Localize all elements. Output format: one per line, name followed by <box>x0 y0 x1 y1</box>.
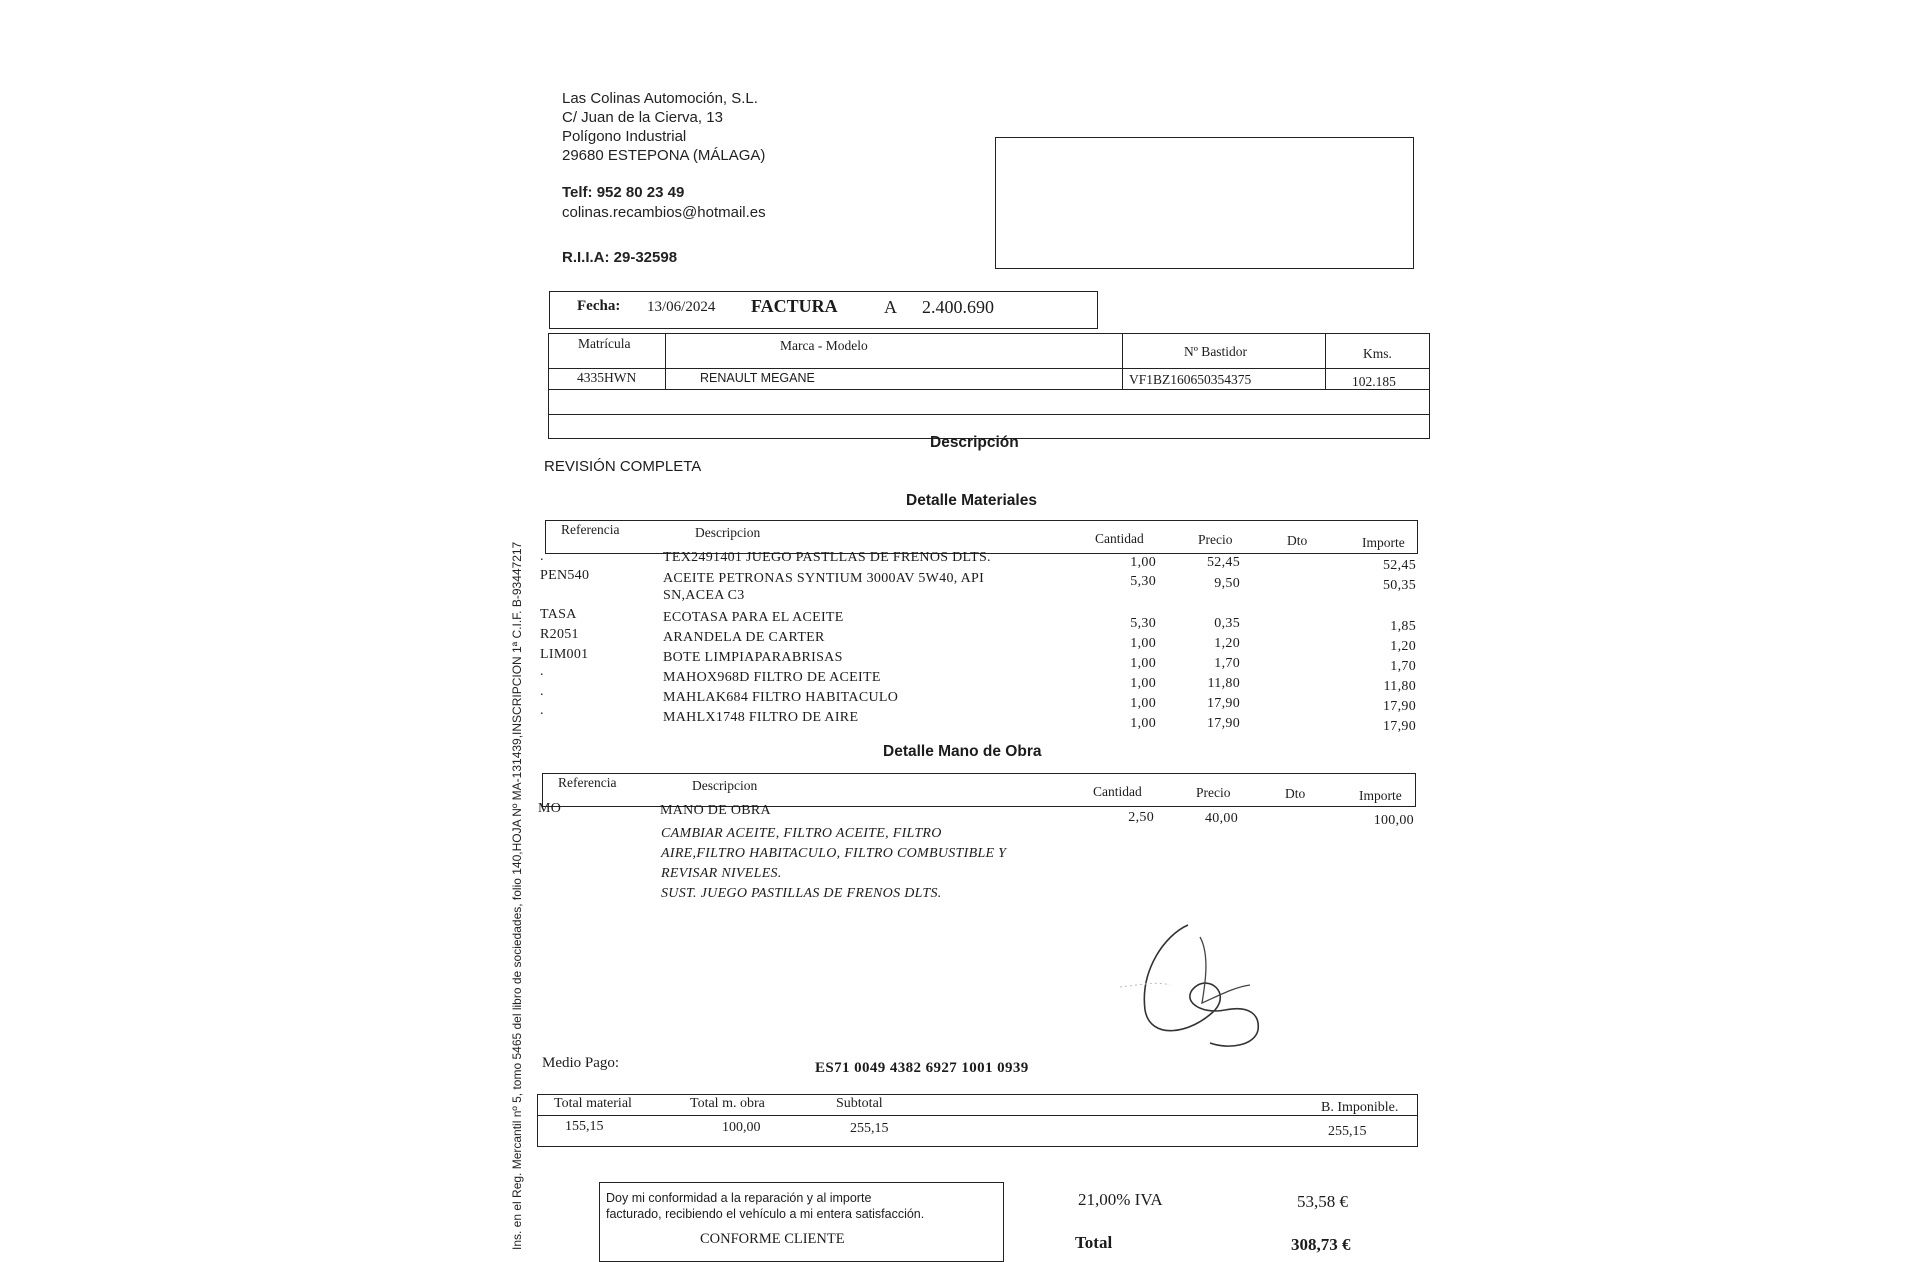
material-desc: MAHOX968D FILTRO DE ACEITE <box>663 670 881 685</box>
conformity-box <box>599 1182 1004 1262</box>
header-model: Marca - Modelo <box>780 338 868 353</box>
company-area: Polígono Industrial <box>562 128 687 145</box>
conformity-text: facturado, recibiendo el vehículo a mi entera satisfacción. <box>606 1207 925 1221</box>
totals-table <box>537 1094 1418 1147</box>
material-amount: 1,20 <box>1390 639 1416 654</box>
registry-text: Ins. en el Reg. Mercantil nº 5, tomo 5465 del libro de sociedades, folio 140,HOJA Nº MA-131439,INSCRIPCION 1ª C.I.F. B-93447217 <box>510 541 524 1250</box>
vehicle-table <box>548 333 1430 439</box>
totals-header-subtotal: Subtotal <box>836 1096 883 1111</box>
labor-header-price: Precio <box>1196 785 1231 800</box>
material-qty: 1,00 <box>1130 656 1156 671</box>
company-name: Las Colinas Automoción, S.L. <box>562 90 758 107</box>
labor-amount: 100,00 <box>1373 813 1414 828</box>
labor-title: Detalle Mano de Obra <box>883 743 1042 760</box>
conformity-text: Doy mi conformidad a la reparación y al importe <box>606 1191 872 1205</box>
totals-header-material: Total material <box>554 1096 632 1111</box>
material-amount: 17,90 <box>1383 719 1416 734</box>
material-qty: 5,30 <box>1130 616 1156 631</box>
material-desc: TEX2491401 JUEGO PASTLLAS DE FRENOS DLTS. <box>663 550 991 565</box>
labor-header-desc: Descripcion <box>692 778 758 793</box>
material-desc: ARANDELA DE CARTER <box>663 630 825 645</box>
vat-label: 21,00% IVA <box>1078 1190 1163 1209</box>
labor-ref: MO <box>538 801 562 816</box>
material-desc: MAHLX1748 FILTRO DE AIRE <box>663 710 859 725</box>
description-text: REVISIÓN COMPLETA <box>544 458 702 475</box>
company-phone: Telf: 952 80 23 49 <box>562 184 685 201</box>
company-address: C/ Juan de la Cierva, 13 <box>562 109 723 126</box>
material-ref: TASA <box>540 607 577 622</box>
header-plate: Matrícula <box>578 336 631 351</box>
labor-desc: MANO DE OBRA <box>660 803 771 818</box>
labor-note: SUST. JUEGO PASTILLAS DE FRENOS DLTS. <box>661 886 942 901</box>
invoice-number: 2.400.690 <box>922 297 994 317</box>
customer-box <box>995 137 1414 269</box>
material-ref: . <box>540 664 544 679</box>
labor-price: 40,00 <box>1205 811 1238 826</box>
totals-header-base: B. Imponible. <box>1321 1100 1399 1115</box>
labor-header-dto: Dto <box>1285 786 1306 801</box>
materials-header-price: Precio <box>1198 532 1233 547</box>
material-desc: MAHLAK684 FILTRO HABITACULO <box>663 690 899 705</box>
total-labor: 100,00 <box>722 1120 761 1135</box>
material-qty: 1,00 <box>1130 716 1156 731</box>
material-qty: 1,00 <box>1130 555 1156 570</box>
labor-header-ref: Referencia <box>558 775 617 790</box>
material-amount: 11,80 <box>1383 679 1416 694</box>
company-city: 29680 ESTEPONA (MÁLAGA) <box>562 147 766 164</box>
material-desc: ECOTASA PARA EL ACEITE <box>663 610 844 625</box>
total-amount: 308,73 € <box>1291 1235 1351 1254</box>
conformity-label: CONFORME CLIENTE <box>700 1231 845 1247</box>
material-price: 0,35 <box>1214 616 1240 631</box>
totals-header-labor: Total m. obra <box>690 1096 765 1111</box>
material-price: 1,20 <box>1214 636 1240 651</box>
materials-header-ref: Referencia <box>561 522 620 537</box>
material-desc: ACEITE PETRONAS SYNTIUM 3000AV 5W40, API <box>663 571 985 586</box>
labor-note: AIRE,FILTRO HABITACULO, FILTRO COMBUSTIBLE Y <box>661 846 1007 861</box>
material-qty: 1,00 <box>1130 676 1156 691</box>
labor-note: REVISAR NIVELES. <box>661 866 782 881</box>
material-amount: 52,45 <box>1383 558 1416 573</box>
material-amount: 1,85 <box>1390 619 1416 634</box>
material-qty: 5,30 <box>1130 574 1156 589</box>
material-price: 52,45 <box>1207 555 1240 570</box>
material-price: 1,70 <box>1214 656 1240 671</box>
invoice-header-box <box>549 291 1098 329</box>
material-ref: R2051 <box>540 627 579 642</box>
company-email: colinas.recambios@hotmail.es <box>562 204 766 221</box>
header-vin: Nº Bastidor <box>1184 344 1248 359</box>
total-base: 255,15 <box>1328 1124 1367 1139</box>
material-price: 17,90 <box>1207 716 1240 731</box>
vehicle-vin: VF1BZ160650354375 <box>1129 372 1252 387</box>
materials-header-amount: Importe <box>1362 535 1405 550</box>
company-riia: R.I.I.A: 29-32598 <box>562 249 678 266</box>
total-label: Total <box>1075 1233 1113 1252</box>
material-ref: LIM001 <box>540 647 589 662</box>
material-ref: . <box>540 703 544 718</box>
material-desc-cont: SN,ACEA C3 <box>663 588 745 603</box>
invoice-type: FACTURA <box>751 296 838 316</box>
invoice-series: A <box>884 297 897 317</box>
material-desc: BOTE LIMPIAPARABRISAS <box>663 650 843 665</box>
total-subtotal: 255,15 <box>850 1121 889 1136</box>
invoice-date: 13/06/2024 <box>647 299 716 315</box>
material-price: 9,50 <box>1214 576 1240 591</box>
material-amount: 17,90 <box>1383 699 1416 714</box>
vat-amount: 53,58 € <box>1297 1192 1348 1211</box>
description-title: Descripción <box>930 434 1019 451</box>
payment-label: Medio Pago: <box>542 1055 620 1071</box>
payment-iban: ES71 0049 4382 6927 1001 0939 <box>815 1060 1029 1076</box>
material-amount: 1,70 <box>1390 659 1416 674</box>
header-kms: Kms. <box>1363 346 1392 361</box>
labor-qty: 2,50 <box>1128 810 1154 825</box>
labor-header-qty: Cantidad <box>1093 784 1142 799</box>
vehicle-kms: 102.185 <box>1352 374 1396 389</box>
total-material: 155,15 <box>565 1119 604 1134</box>
material-qty: 1,00 <box>1130 696 1156 711</box>
material-price: 17,90 <box>1207 696 1240 711</box>
labor-note: CAMBIAR ACEITE, FILTRO ACEITE, FILTRO <box>661 826 942 841</box>
vehicle-plate: 4335HWN <box>577 370 637 385</box>
materials-header-dto: Dto <box>1287 533 1308 548</box>
invoice-date-label: Fecha: <box>577 298 621 314</box>
materials-header-qty: Cantidad <box>1095 531 1144 546</box>
materials-title: Detalle Materiales <box>906 492 1037 509</box>
vehicle-model: RENAULT MEGANE <box>700 371 815 385</box>
labor-header-amount: Importe <box>1359 788 1402 803</box>
material-price: 11,80 <box>1207 676 1240 691</box>
material-ref: PEN540 <box>540 568 590 583</box>
material-qty: 1,00 <box>1130 636 1156 651</box>
material-ref: . <box>540 549 544 564</box>
materials-header-desc: Descripcion <box>695 525 761 540</box>
material-amount: 50,35 <box>1383 578 1416 593</box>
signature-image <box>1110 915 1310 1055</box>
material-ref: . <box>540 684 544 699</box>
